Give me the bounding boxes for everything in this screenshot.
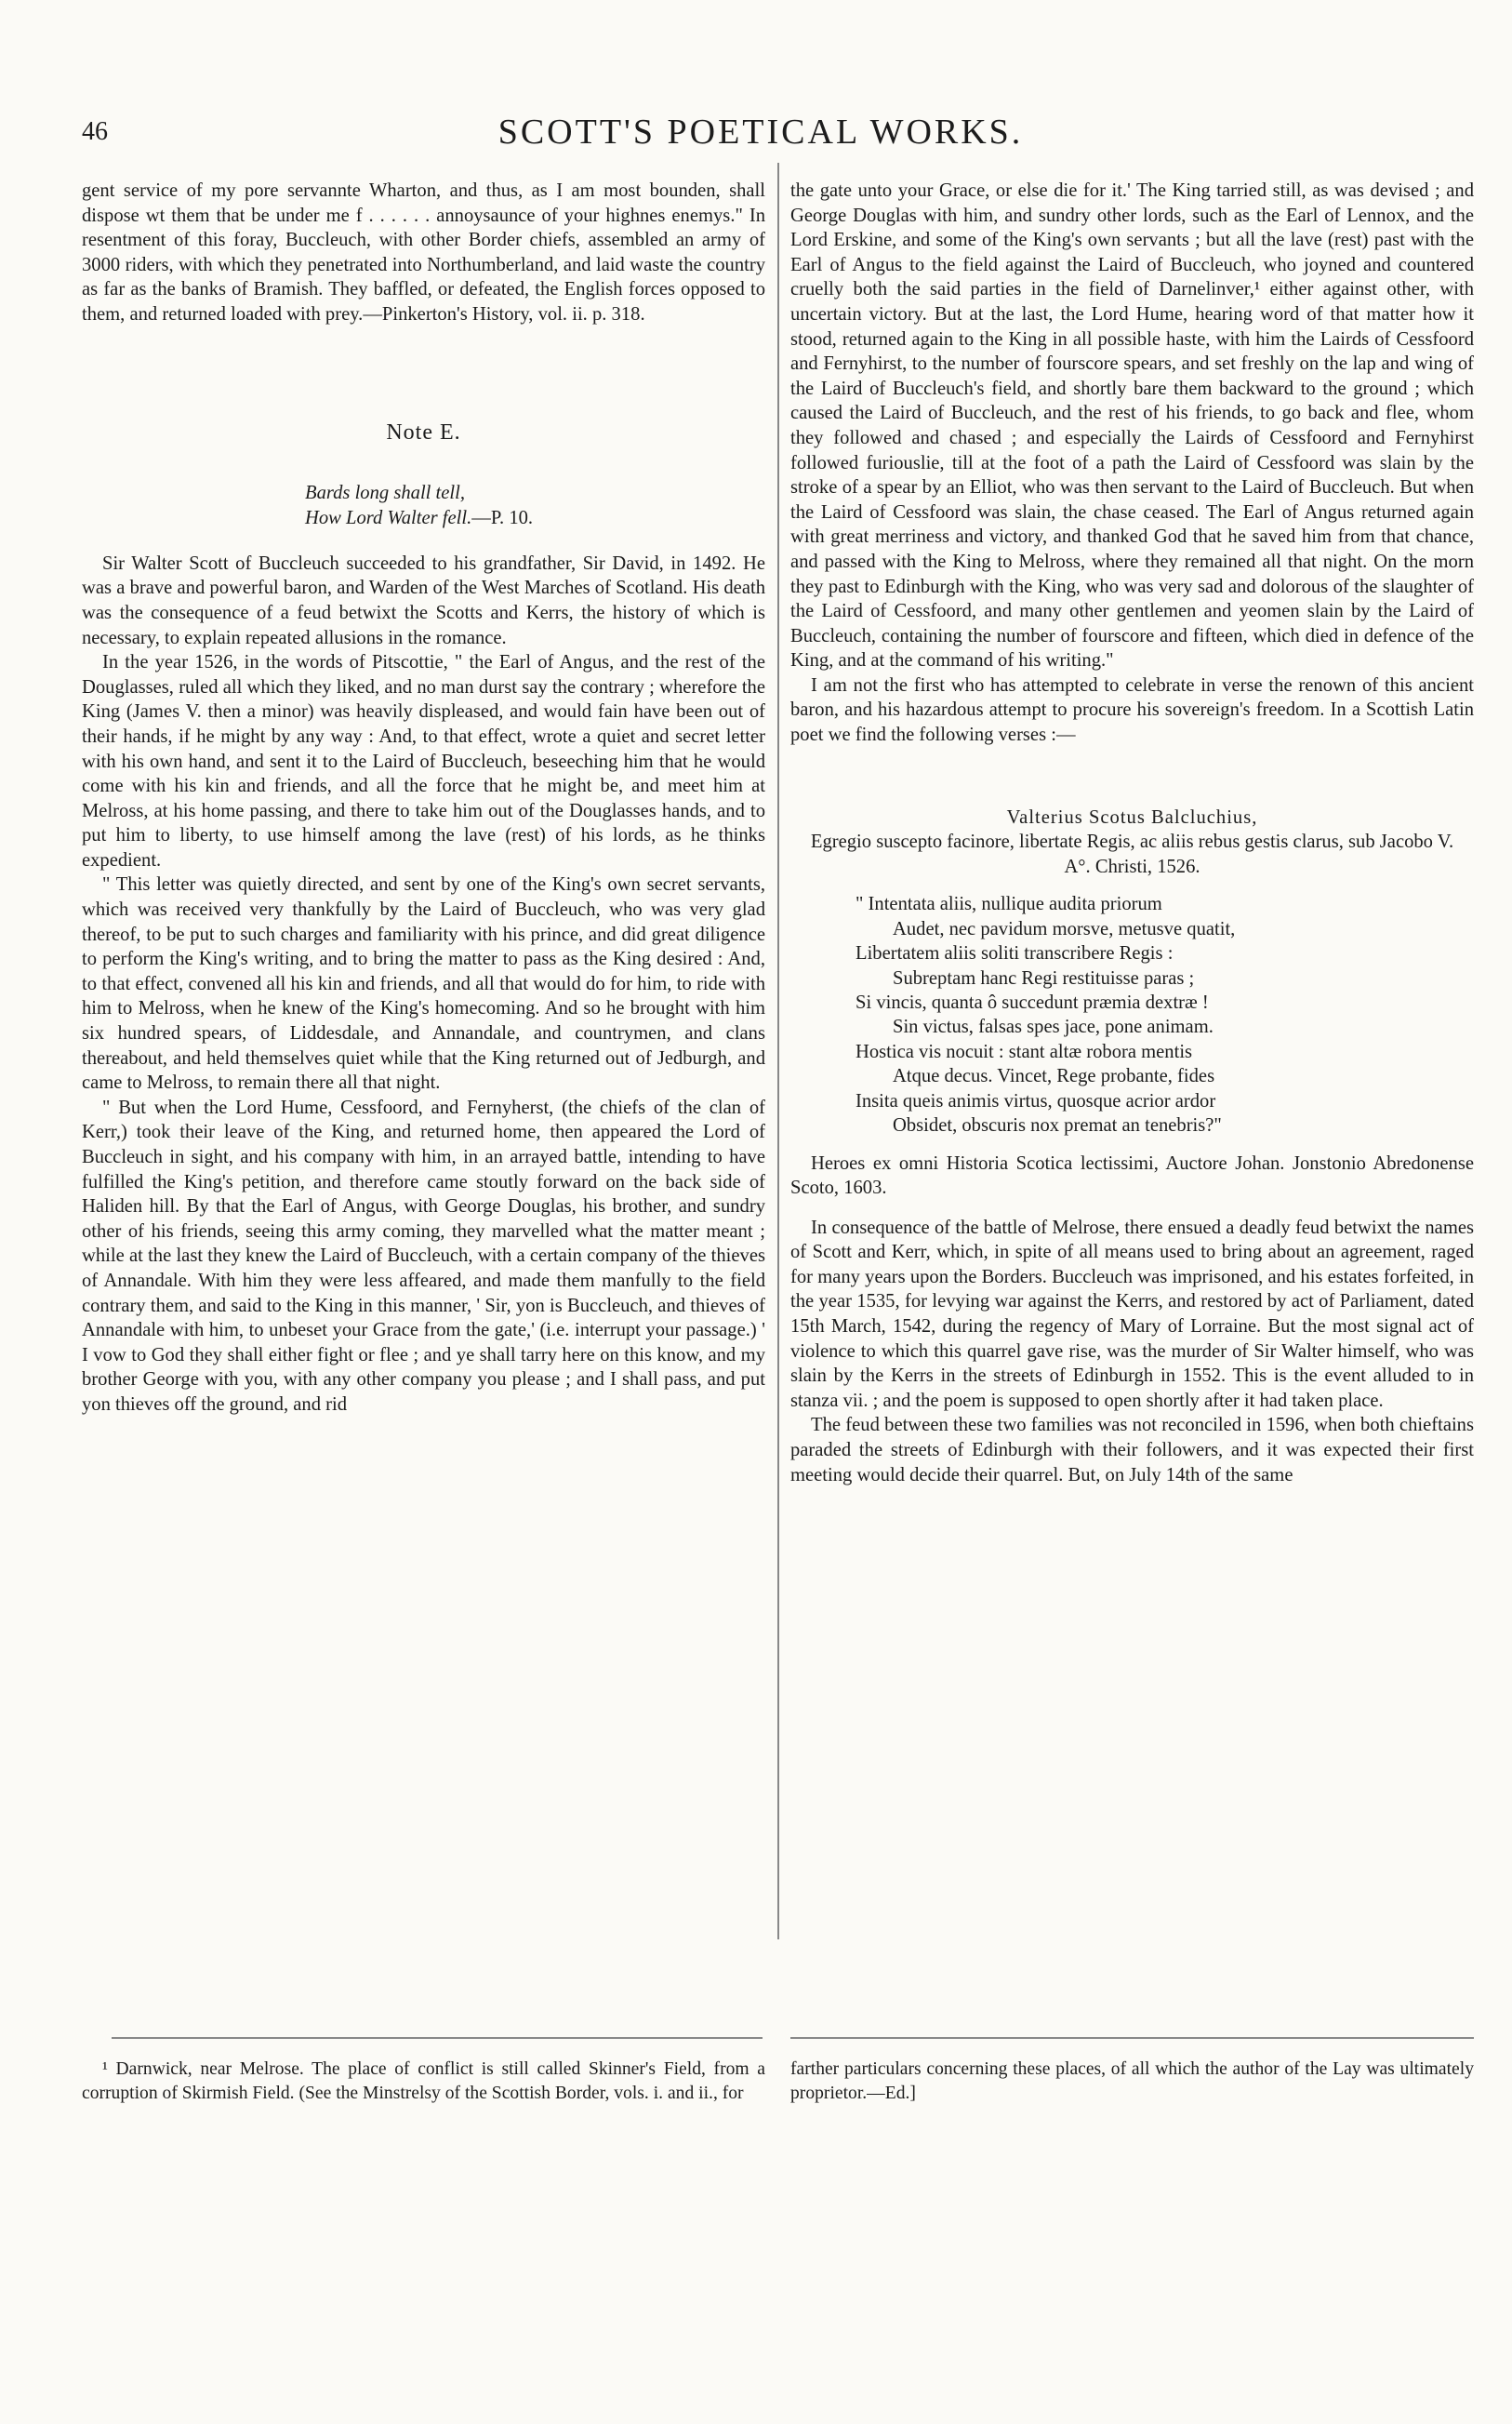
motto-line-2-text: How Lord Walter fell. xyxy=(305,508,472,529)
verse-line: Sin victus, falsas spes jace, pone animam. xyxy=(893,1017,1214,1038)
latin-title: Valterius Scotus Balcluchius, xyxy=(1006,806,1258,828)
running-title: SCOTT'S POETICAL WORKS. xyxy=(497,113,1024,152)
note-paragraph: In consequence of the battle of Melrose, there ensued a deadly feud betwixt the names of Scott and Kerr, which, in spite of all means used to bring about an agreement, raged for many years upon the Borders. Buccleuch was imprisoned, and his estates forfeited, in the year 1535, for levying war against the Kerrs, and restored by act of Parliament, dated 15th March, 1542, during the regency of Mary of Lorraine. But the most signal act of violence to which this quarrel gave rise, was the murder of Sir Walter himself, who was slain by the Kerrs in the streets of Edinburgh in 1552. This is the event alluded to in stanza vii. ; and the poem is supposed to open shortly after it had taken place. xyxy=(790,1217,1474,1411)
footnote-right: farther particulars concerning these places, of all which the author of the Lay was ultimately proprietor.—Ed.] xyxy=(790,2059,1474,2103)
verse-line: Hostica vis nocuit : stant altæ robora mentis xyxy=(855,1041,1193,1062)
footnote-rule-left xyxy=(112,2037,763,2039)
footnote-left: ¹ Darnwick, near Melrose. The place of conflict is still called Skinner's Field, from a corruption of Skirmish Field. (See the Minstrelsy of the Scottish Border, vols. i. and ii., for xyxy=(82,2059,765,2103)
verse-line: Libertatem aliis soliti transcribere Regis : xyxy=(855,943,1174,965)
note-paragraph: I am not the first who has attempted to celebrate in verse the renown of this ancient baron, and his hazardous attempt to procure his sovereign's freedom. In a Scottish Latin poet we find the following verses :— xyxy=(790,674,1474,746)
page-header xyxy=(82,112,1439,153)
latin-verse xyxy=(855,892,1474,1138)
verse-credit: Heroes ex omni Historia Scotica lectissimi, Auctore Johan. Jonstonio Abredonense Scoto, 1603. xyxy=(790,1152,1474,1199)
verse-line: Obsidet, obscuris nox premat an tenebris?" xyxy=(893,1115,1222,1137)
opening-paragraph: gent service of my pore servannte Wharton, and thus, as I am most bounden, shall dispose wt them that be under me f . . . . . . annoysaunce of your highnes enemys." In resentment of this foray, Buccleuch, with other Border chiefs, assembled an army of 3000 riders, with which they penetrated into Northumberland, and laid waste the country as far as the banks of Bramish. They baffled, or defeated, the English forces opposed to them, and returned loaded with prey.—Pinkerton's History, vol. ii. p. 318. xyxy=(82,180,765,325)
spacer xyxy=(790,1201,1474,1216)
note-paragraph: the gate unto your Grace, or else die for it.' The King tarried still, as was devised ; and George Douglas with him, and sundry other lords, such as the Earl of Lennox, and the Lord Erskine, and some of the King's own servants ; but all the lave (rest) past with the Earl of Angus to the field against the Laird of Buccleuch, who joyned and countered cruelly both the said parties in the field of Darnelinver,¹ either against other, with uncertain victory. But at the last, the Lord Hume, hearing word of that matter how it stood, returned again to the King in all possible haste, with him the Lairds of Cessfoord and Fernyhirst, to the number of fourscore spears, and set freshly on the lap and wing of the Laird of Buccleuch's field, and shortly bare them backward to the ground ; which caused the Laird of Buccleuch, and the rest of his friends, to go back and flee, whom they followed and chased ; and especially the Lairds of Cessfoord and Fernyhirst followed furiouslie, till at the foot of a path the Laird of Cessfoord was slain by the stroke of a spear by an Elliot, who was then servant to the Laird of Buccleuch. But when the Laird of Cessfoord was slain, the chase ceased. The Earl of Angus returned again with great merriness and victory, and thanked God that he saved him from that chance, and passed with the King to Melross, where they remained all that night. On the morn they past to Edinburgh with the King, who was very sad and dolorous of the slaughter of the Laird of Cessfoord, and many other gentlemen and yeomen slain by the Laird of Buccleuch, containing the number of fourscore and fifteen, which died in defence of the King, and at the command of his writing." xyxy=(790,180,1474,672)
verse-line: Insita queis animis virtus, quosque acrior ardor xyxy=(855,1090,1216,1112)
verse-line: " Intentata aliis, nullique audita priorum xyxy=(855,894,1162,915)
column-divider xyxy=(777,163,779,1939)
note-paragraph: " This letter was quietly directed, and sent by one of the King's own secret servants, which was received very thankfully by the Laird of Buccleuch, who was very glad thereof, to be put to such charges and familiarity with his prince, and did great diligence to perform the King's writing, and to bring the matter to pass as the King desired : And, to that effect, convened all his kin and friends, and all that would do for him, to ride with him to Melross, when he knew of the King's homecoming. And so he brought with him six hundred spears, of Liddesdale, and Annandale, and countrymen, and clans thereabout, and held themselves quiet while that the King returned out of Jedburgh, and came to Melross, to remain there all that night. xyxy=(82,874,765,1094)
note-paragraph: The feud between these two families was not reconciled in 1596, when both chieftains paraded the streets of Edinburgh with their followers, and it was expected their first meeting would decide their quarrel. But, on July 14th of the same xyxy=(790,1415,1474,1485)
verse-line: Subreptam hanc Regi restituisse paras ; xyxy=(893,967,1195,989)
note-paragraph: Sir Walter Scott of Buccleuch succeeded to his grandfather, Sir David, in 1492. He was a brave and powerful baron, and Warden of the West Marches of Scotland. His death was the consequence of a feud betwixt the Scotts and Kerrs, the history of which is necessary, to explain repeated allusions in the romance. xyxy=(82,553,765,648)
left-column xyxy=(82,179,765,1418)
note-paragraph: In the year 1526, in the words of Pitscottie, " the Earl of Angus, and the rest of the Douglasses, ruled all which they liked, and no man durst say the contrary ; wherefore the King (James V. then a minor) was heavily displeased, and would fain have been out of their hands, if he might by any way : And, to that effect, wrote a quiet and secret letter with his own hand, and sent it to the Laird of Buccleuch, beseeching him that he would come with his kin and friends, and all the force that he might be, and meet him at Melross, at his home passing, and there to take him out of the Douglasses hands, and to put him to liberty, to use himself among the lave (rest) of his lords, as he thinks expedient. xyxy=(82,652,765,871)
verse-line: Atque decus. Vincet, Rege probante, fides xyxy=(893,1066,1215,1087)
spacer xyxy=(82,531,765,552)
right-column xyxy=(790,179,1474,1487)
footnote-rule-right xyxy=(790,2037,1474,2039)
verse-line: Audet, nec pavidum morsve, metusve quatit, xyxy=(893,918,1236,939)
note-heading: Note E. xyxy=(386,420,461,445)
motto-line-1: Bards long shall tell, xyxy=(305,483,465,504)
note-paragraph: " But when the Lord Hume, Cessfoord, and Fernyherst, (the chiefs of the clan of Kerr,) took their leave of the King, and returned home, then appeared the Lord of Buccleuch in sight, and his company with him, in an arrayed battle, intending to have fulfilled the King's petition, and therefore came stoutly forward on the back side of Haliden hill. By that the Earl of Angus, with George Douglas, his brother, and sundry other of his friends, seeing this army coming, they marvelled what the matter meant ; while at the last they knew the Laird of Buccleuch, with a certain company of the thieves of Annandale. With him they were less affeared, and made them manfully to the field contrary them, and said to the King in this manner, ' Sir, yon is Buccleuch, and thieves of Annandale with him, to unbeset your Grace from the gate,' (i.e. interrupt your passage.) ' I vow to God they shall either fight or flee ; and ye shall tarry here on this know, and my brother George with you, with any other company you please ; and I shall pass, and put yon thieves off the ground, and rid xyxy=(82,1097,765,1415)
verse-line: Si vincis, quanta ô succedunt præmia dextræ ! xyxy=(855,992,1209,1014)
spacer xyxy=(790,748,1474,806)
page-number: 46 xyxy=(82,117,108,146)
latin-intro: Egregio suscepto facinore, libertate Regis, ac aliis rebus gestis clarus, sub Jacobo V. A°. Christi, 1526. xyxy=(810,832,1454,877)
motto-reference: —P. 10. xyxy=(471,508,534,529)
motto-line-2 xyxy=(305,506,765,531)
